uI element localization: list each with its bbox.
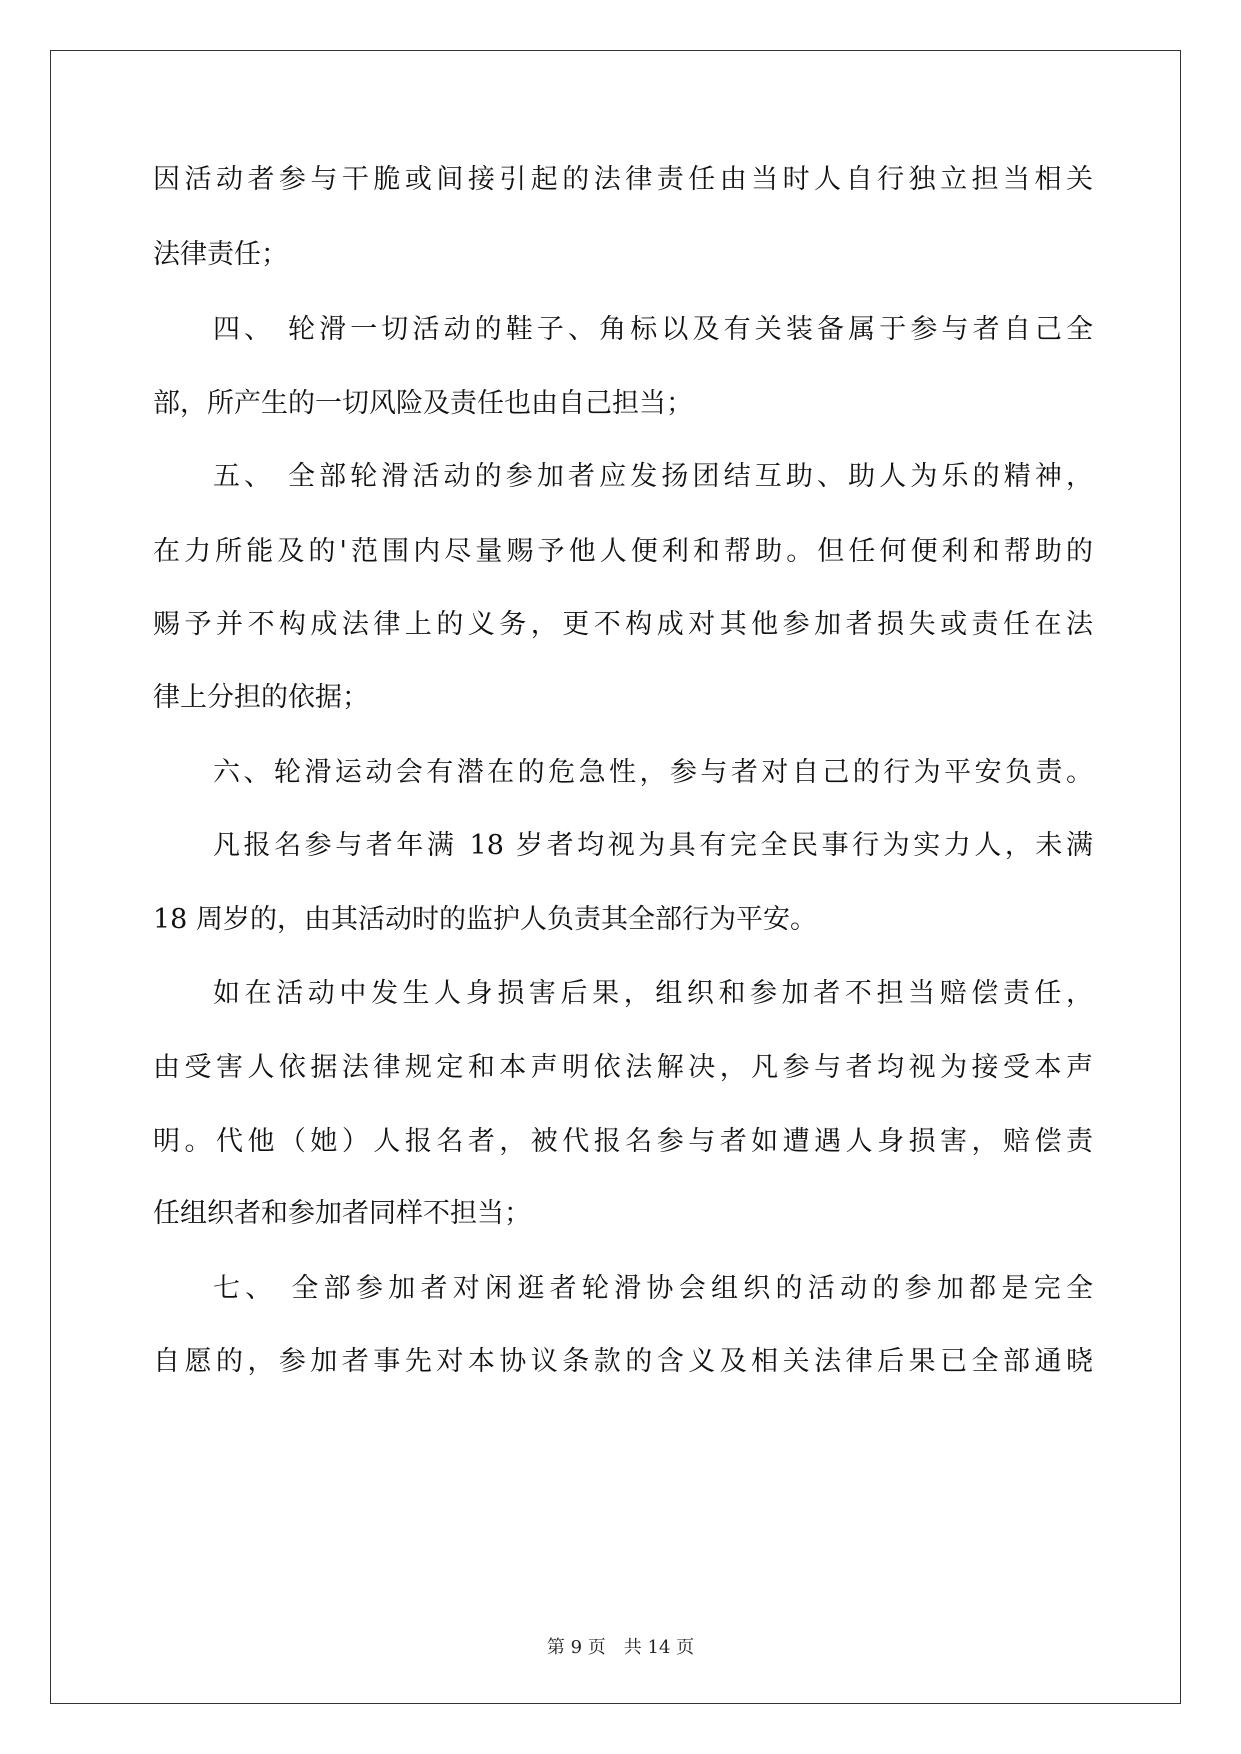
- text-line: 七、 全部参加者对闲逛者轮滑协会组织的活动的参加都是完全: [213, 1273, 1093, 1304]
- text-line: 明。代他（她）人报名者，被代报名参与者如遭遇人身损害，赔偿责: [153, 1126, 1093, 1157]
- text-line: 凡报名参与者年满 18 岁者均视为具有完全民事行为实力人，未满: [213, 830, 1093, 861]
- text-line: 律上分担的依据；: [153, 682, 369, 713]
- text-line: 四、 轮滑一切活动的鞋子、角标以及有关装备属于参与者自己全: [213, 314, 1093, 345]
- text-line: 赐予并不构成法律上的义务，更不构成对其他参加者损失或责任在法: [153, 609, 1093, 640]
- text-line: 六、轮滑运动会有潜在的危急性，参与者对自己的行为平安负责。: [213, 757, 1093, 788]
- text-line: 法律责任；: [153, 239, 288, 270]
- text-line: 因活动者参与干脆或间接引起的法律责任由当时人自行独立担当相关: [153, 164, 1093, 195]
- text-line: 18 周岁的，由其活动时的监护人负责其全部行为平安。: [153, 904, 817, 935]
- text-line: 自愿的，参加者事先对本协议条款的含义及相关法律后果已全部通晓: [153, 1346, 1093, 1377]
- text-line: 如在活动中发生人身损害后果，组织和参加者不担当赔偿责任，: [213, 978, 1093, 1009]
- text-line: 在力所能及的'范围内尽量赐予他人便利和帮助。但任何便利和帮助的: [153, 536, 1093, 567]
- page-number-footer: 第 9 页 共 14 页: [546, 1637, 695, 1658]
- text-line: 任组织者和参加者同样不担当；: [153, 1198, 531, 1229]
- text-line: 部，所产生的一切风险及责任也由自己担当；: [153, 388, 693, 419]
- page-border: [50, 50, 1181, 1704]
- text-line: 由受害人依据法律规定和本声明依法解决，凡参与者均视为接受本声: [153, 1052, 1093, 1083]
- text-line: 五、 全部轮滑活动的参加者应发扬团结互助、助人为乐的精神，: [213, 461, 1093, 492]
